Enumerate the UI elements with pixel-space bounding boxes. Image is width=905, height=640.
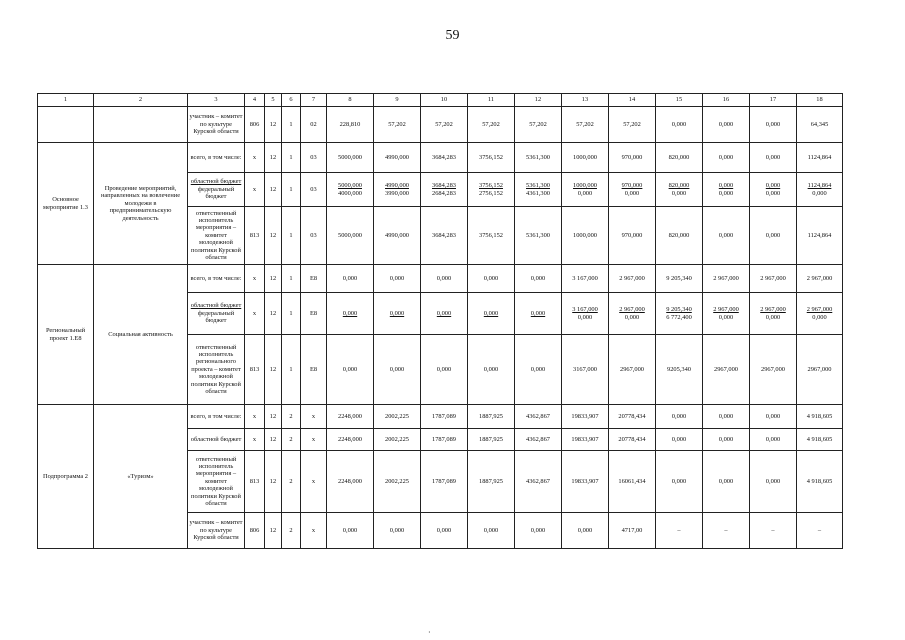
- value-cell: 4 918,605: [797, 451, 843, 513]
- value-cell: 1000,000: [562, 143, 609, 173]
- page-number: 59: [445, 28, 460, 43]
- code-cell: 813: [245, 335, 265, 405]
- code-cell: 12: [265, 143, 282, 173]
- header-cell: 9: [374, 94, 421, 107]
- value-cell: [327, 293, 374, 335]
- value-cell: 0,000: [421, 335, 468, 405]
- code-cell: 813: [245, 451, 265, 513]
- value-primary: 5361,300: [526, 182, 550, 190]
- value-primary: 4990,000: [385, 182, 409, 190]
- value-primary: 1000,000: [573, 182, 597, 190]
- value-primary: 820,000: [668, 182, 690, 190]
- measure-name-cell: Подпрограмма 2: [38, 405, 94, 549]
- value-cell: 2248,000: [327, 429, 374, 451]
- value-cell: 3167,000: [562, 335, 609, 405]
- value-cell: 4990,000: [374, 207, 421, 265]
- value-cell: [750, 173, 797, 207]
- value-cell: [468, 173, 515, 207]
- funding-source-cell: [188, 293, 245, 335]
- value-cell: [562, 293, 609, 335]
- value-primary: 5000,000: [338, 182, 362, 190]
- value-secondary: 0,000: [812, 189, 827, 197]
- code-cell: 12: [265, 107, 282, 143]
- value-cell: 0,000: [703, 429, 750, 451]
- funding-source-cell: всего, в том числе:: [188, 265, 245, 293]
- value-cell: 2 967,000: [750, 265, 797, 293]
- value-cell: 57,202: [421, 107, 468, 143]
- value-cell: 5000,000: [327, 143, 374, 173]
- value-cell: 2 967,000: [703, 265, 750, 293]
- value-cell: 0,000: [421, 513, 468, 549]
- value-cell: –: [703, 513, 750, 549]
- value-cell: 2967,000: [609, 335, 656, 405]
- value-cell: [703, 293, 750, 335]
- measure-title-cell: Проведение мероприятий, направленных на вовлечение молодежи в предпринимательскую деятельность: [94, 143, 188, 265]
- value-primary: 0,000: [483, 309, 499, 317]
- value-primary: 0,000: [389, 309, 405, 317]
- value-cell: 57,202: [562, 107, 609, 143]
- value-cell: [656, 173, 703, 207]
- value-primary: 2 967,000: [713, 306, 739, 314]
- header-cell: 7: [301, 94, 327, 107]
- value-cell: 9205,340: [656, 335, 703, 405]
- value-cell: 0,000: [515, 335, 562, 405]
- header-cell: 11: [468, 94, 515, 107]
- value-cell: 820,000: [656, 143, 703, 173]
- header-row: [38, 94, 843, 107]
- code-cell: 1: [282, 265, 301, 293]
- code-cell: 12: [265, 265, 282, 293]
- value-primary: 0,000: [436, 309, 452, 317]
- value-cell: 4362,867: [515, 405, 562, 429]
- code-cell: х: [301, 405, 327, 429]
- value-cell: 3756,152: [468, 207, 515, 265]
- value-cell: 228,810: [327, 107, 374, 143]
- value-cell: [374, 173, 421, 207]
- value-primary: 0,000: [530, 309, 546, 317]
- value-cell: [468, 293, 515, 335]
- value-secondary: 4000,000: [338, 189, 362, 197]
- header-cell: 15: [656, 94, 703, 107]
- header-cell: 18: [797, 94, 843, 107]
- value-cell: 0,000: [750, 429, 797, 451]
- funding-source-secondary: федеральный бюджет: [197, 309, 235, 325]
- header-cell: 16: [703, 94, 750, 107]
- value-primary: 0,000: [718, 182, 734, 190]
- value-cell: 4 918,605: [797, 429, 843, 451]
- value-cell: [421, 173, 468, 207]
- value-cell: [421, 293, 468, 335]
- code-cell: х: [245, 143, 265, 173]
- value-cell: 970,000: [609, 143, 656, 173]
- value-secondary: 0,000: [765, 189, 781, 197]
- value-cell: [609, 293, 656, 335]
- code-cell: х: [245, 173, 265, 207]
- value-cell: 4 918,605: [797, 405, 843, 429]
- funding-source-primary: областной бюджет: [190, 302, 242, 310]
- scan-mark: ·: [428, 628, 431, 637]
- code-cell: Е8: [301, 293, 327, 335]
- measure-name-cell: Региональный проект 1.Е8: [38, 265, 94, 405]
- header-cell: 2: [94, 94, 188, 107]
- header-cell: 14: [609, 94, 656, 107]
- value-cell: 0,000: [656, 429, 703, 451]
- value-cell: 0,000: [703, 405, 750, 429]
- table-row: [38, 405, 843, 429]
- value-cell: 1887,925: [468, 405, 515, 429]
- header-cell: 17: [750, 94, 797, 107]
- value-secondary: 3990,000: [385, 189, 409, 197]
- table-row: [38, 265, 843, 293]
- value-cell: –: [750, 513, 797, 549]
- value-cell: 16061,434: [609, 451, 656, 513]
- value-cell: 1124,864: [797, 143, 843, 173]
- value-cell: 970,000: [609, 207, 656, 265]
- value-cell: 0,000: [515, 265, 562, 293]
- value-cell: –: [797, 513, 843, 549]
- funding-source-cell: ответственный исполнитель регионального проекта – комитет молодежной политики Курской области: [188, 335, 245, 405]
- value-cell: 5000,000: [327, 207, 374, 265]
- value-cell: 1787,089: [421, 429, 468, 451]
- code-cell: Е8: [301, 265, 327, 293]
- code-cell: 03: [301, 207, 327, 265]
- value-cell: 20778,434: [609, 429, 656, 451]
- value-cell: 1124,864: [797, 207, 843, 265]
- funding-source-cell: участник – комитет по культуре Курской области: [188, 107, 245, 143]
- value-cell: 2967,000: [750, 335, 797, 405]
- value-cell: 57,202: [374, 107, 421, 143]
- value-cell: 3684,283: [421, 207, 468, 265]
- code-cell: 12: [265, 451, 282, 513]
- value-cell: 0,000: [656, 107, 703, 143]
- value-cell: 0,000: [656, 405, 703, 429]
- value-cell: 0,000: [703, 107, 750, 143]
- code-cell: 12: [265, 293, 282, 335]
- value-secondary: 0,000: [577, 189, 593, 197]
- value-cell: 1887,925: [468, 451, 515, 513]
- code-cell: 12: [265, 513, 282, 549]
- value-cell: 2002,225: [374, 429, 421, 451]
- value-cell: 1000,000: [562, 207, 609, 265]
- value-cell: 0,000: [327, 513, 374, 549]
- value-cell: [374, 293, 421, 335]
- value-cell: 0,000: [468, 335, 515, 405]
- value-cell: 19833,907: [562, 405, 609, 429]
- code-cell: 2: [282, 451, 301, 513]
- value-cell: 0,000: [374, 265, 421, 293]
- value-secondary: 0,000: [812, 313, 827, 321]
- value-cell: 0,000: [750, 451, 797, 513]
- value-cell: 0,000: [374, 335, 421, 405]
- value-cell: 19833,907: [562, 429, 609, 451]
- value-cell: 20778,434: [609, 405, 656, 429]
- value-cell: 0,000: [468, 513, 515, 549]
- funding-source-cell: ответственный исполнитель мероприятия – комитет молодежной политики Курской области: [188, 207, 245, 265]
- code-cell: 806: [245, 107, 265, 143]
- value-cell: 0,000: [515, 513, 562, 549]
- value-cell: 0,000: [750, 207, 797, 265]
- value-primary: 2 967,000: [806, 306, 833, 314]
- code-cell: 02: [301, 107, 327, 143]
- funding-source-cell: [188, 173, 245, 207]
- value-secondary: 0,000: [671, 189, 687, 197]
- table-row: [38, 107, 843, 143]
- value-cell: [609, 173, 656, 207]
- funding-source-cell: областной бюджет: [188, 429, 245, 451]
- funding-source-secondary: федеральный бюджет: [197, 185, 235, 201]
- value-primary: 0,000: [342, 309, 358, 317]
- value-cell: [515, 293, 562, 335]
- code-cell: 12: [265, 405, 282, 429]
- value-cell: 4362,867: [515, 429, 562, 451]
- code-cell: х: [301, 513, 327, 549]
- value-cell: [562, 173, 609, 207]
- header-cell: 5: [265, 94, 282, 107]
- code-cell: 2: [282, 513, 301, 549]
- value-primary: 9 205,340: [666, 306, 692, 314]
- value-cell: 64,345: [797, 107, 843, 143]
- value-cell: 2002,225: [374, 405, 421, 429]
- value-cell: 2248,000: [327, 405, 374, 429]
- value-secondary: 0,000: [718, 189, 734, 197]
- funding-source-cell: всего, в том числе:: [188, 143, 245, 173]
- code-cell: 1: [282, 143, 301, 173]
- value-cell: 0,000: [703, 143, 750, 173]
- value-cell: 4362,867: [515, 451, 562, 513]
- value-cell: 0,000: [327, 265, 374, 293]
- value-cell: –: [656, 513, 703, 549]
- header-cell: 12: [515, 94, 562, 107]
- funding-source-primary: областной бюджет: [190, 178, 242, 186]
- value-cell: 1787,089: [421, 405, 468, 429]
- value-cell: 2967,000: [797, 335, 843, 405]
- value-cell: 57,202: [515, 107, 562, 143]
- value-cell: 0,000: [750, 143, 797, 173]
- code-cell: х: [245, 429, 265, 451]
- value-cell: 2248,000: [327, 451, 374, 513]
- value-cell: 1787,089: [421, 451, 468, 513]
- code-cell: 1: [282, 173, 301, 207]
- value-cell: [797, 293, 843, 335]
- value-primary: 3 167,000: [572, 306, 598, 314]
- value-secondary: 0,000: [577, 313, 593, 321]
- value-cell: [703, 173, 750, 207]
- value-cell: 3756,152: [468, 143, 515, 173]
- value-cell: 0,000: [656, 451, 703, 513]
- header-cell: 4: [245, 94, 265, 107]
- header-cell: 10: [421, 94, 468, 107]
- value-cell: 2 967,000: [797, 265, 843, 293]
- code-cell: 12: [265, 173, 282, 207]
- value-secondary: 0,000: [718, 313, 734, 321]
- measure-title-cell: [94, 107, 188, 143]
- value-cell: [797, 173, 843, 207]
- value-cell: 0,000: [703, 207, 750, 265]
- value-cell: 4717,00: [609, 513, 656, 549]
- value-cell: 57,202: [468, 107, 515, 143]
- funding-source-cell: участник – комитет по культуре Курской области: [188, 513, 245, 549]
- value-secondary: 0,000: [765, 313, 781, 321]
- value-cell: 2 967,000: [609, 265, 656, 293]
- code-cell: х: [245, 405, 265, 429]
- code-cell: 12: [265, 335, 282, 405]
- header-cell: 13: [562, 94, 609, 107]
- code-cell: Е8: [301, 335, 327, 405]
- value-primary: 0,000: [765, 182, 781, 190]
- code-cell: 813: [245, 207, 265, 265]
- code-cell: 03: [301, 143, 327, 173]
- code-cell: 2: [282, 405, 301, 429]
- code-cell: х: [245, 265, 265, 293]
- value-cell: 820,000: [656, 207, 703, 265]
- code-cell: 1: [282, 207, 301, 265]
- value-secondary: 4361,300: [526, 189, 550, 197]
- value-secondary: 2756,152: [479, 189, 503, 197]
- code-cell: х: [301, 429, 327, 451]
- value-cell: 0,000: [374, 513, 421, 549]
- value-cell: 0,000: [468, 265, 515, 293]
- header-cell: 6: [282, 94, 301, 107]
- value-cell: [750, 293, 797, 335]
- value-cell: 2967,000: [703, 335, 750, 405]
- funding-source-cell: всего, в том числе:: [188, 405, 245, 429]
- value-cell: 0,000: [327, 335, 374, 405]
- value-cell: 0,000: [750, 405, 797, 429]
- value-cell: 5361,300: [515, 143, 562, 173]
- measure-name-cell: [38, 107, 94, 143]
- value-cell: 3 167,000: [562, 265, 609, 293]
- value-primary: 1124,864: [807, 182, 832, 190]
- value-primary: 970,000: [621, 182, 643, 190]
- code-cell: 12: [265, 207, 282, 265]
- budget-table: [37, 93, 843, 549]
- value-cell: 0,000: [750, 107, 797, 143]
- value-cell: 9 205,340: [656, 265, 703, 293]
- value-cell: 0,000: [703, 451, 750, 513]
- code-cell: 1: [282, 293, 301, 335]
- header-cell: 3: [188, 94, 245, 107]
- code-cell: х: [301, 451, 327, 513]
- header-cell: 8: [327, 94, 374, 107]
- code-cell: 2: [282, 429, 301, 451]
- measure-name-cell: Основное мероприятие 1.3: [38, 143, 94, 265]
- value-primary: 2 967,000: [619, 306, 645, 314]
- value-cell: 2002,225: [374, 451, 421, 513]
- code-cell: 03: [301, 173, 327, 207]
- header-cell: 1: [38, 94, 94, 107]
- value-cell: 57,202: [609, 107, 656, 143]
- code-cell: х: [245, 293, 265, 335]
- measure-title-cell: «Туризм»: [94, 405, 188, 549]
- code-cell: 12: [265, 429, 282, 451]
- value-cell: 4990,000: [374, 143, 421, 173]
- code-cell: 806: [245, 513, 265, 549]
- value-cell: 0,000: [562, 513, 609, 549]
- value-cell: [656, 293, 703, 335]
- measure-title-cell: Социальная активность: [94, 265, 188, 405]
- value-cell: 3684,283: [421, 143, 468, 173]
- value-cell: 5361,300: [515, 207, 562, 265]
- value-primary: 2 967,000: [760, 306, 786, 314]
- value-secondary: 6 772,400: [666, 313, 692, 321]
- value-secondary: 0,000: [624, 189, 640, 197]
- value-cell: [515, 173, 562, 207]
- value-primary: 3756,152: [479, 182, 503, 190]
- value-cell: 0,000: [421, 265, 468, 293]
- value-cell: 1887,925: [468, 429, 515, 451]
- code-cell: 1: [282, 107, 301, 143]
- code-cell: 1: [282, 335, 301, 405]
- funding-source-cell: ответственный исполнитель мероприятия – комитет молодежной политики Курской области: [188, 451, 245, 513]
- table-row: [38, 143, 843, 173]
- value-cell: 19833,907: [562, 451, 609, 513]
- value-cell: [327, 173, 374, 207]
- value-secondary: 2684,283: [432, 189, 456, 197]
- value-primary: 3684,283: [432, 182, 456, 190]
- value-secondary: 0,000: [624, 313, 640, 321]
